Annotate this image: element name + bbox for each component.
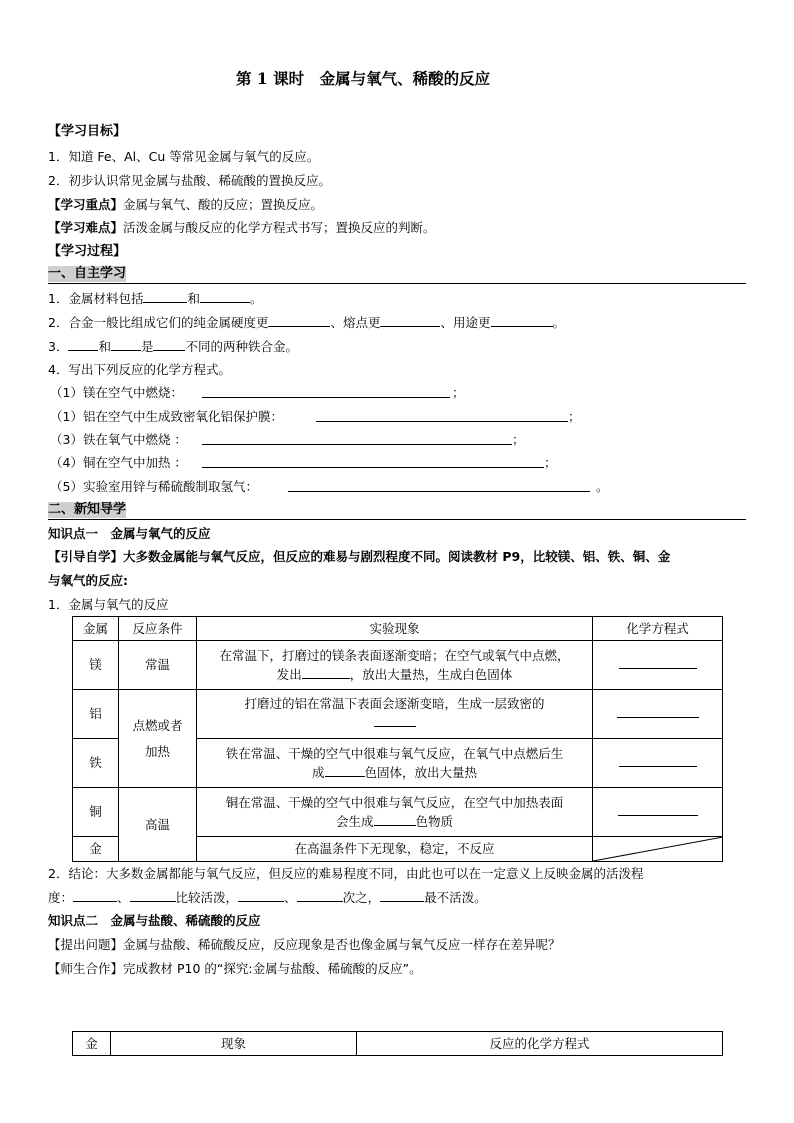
q3-blank-1 bbox=[68, 339, 98, 351]
obs-cu-line-1: 铜在常温、干燥的空气中很难与氧气反应，在空气中加热表面 bbox=[225, 794, 564, 810]
question-3 bbox=[48, 339, 298, 354]
key-points-text: 金属与氧气、酸的反应；置换反应。 bbox=[123, 197, 324, 212]
eq-5-end: 。 bbox=[596, 479, 609, 494]
question-4: 4．写出下列反应的化学方程式。 bbox=[48, 362, 231, 377]
diagonal-slash bbox=[593, 837, 723, 861]
kp1-guide-line-1 bbox=[48, 549, 670, 564]
key-points-label: 【学习重点】 bbox=[48, 197, 124, 212]
kp2-cooperation-text: 完成教材 P10 的“探究:金属与盐酸、稀硫酸的反应”。 bbox=[123, 961, 422, 976]
kp2-question-label: 【提出问题】 bbox=[48, 937, 124, 952]
conclusion-text-b: 、 bbox=[117, 890, 130, 905]
conclusion-line-1: 2．结论：大多数金属都能与氧气反应，但反应的难易程度不同，由此也可以在一定意义上反映金属的活泼程 bbox=[48, 866, 644, 881]
q1-blank-1 bbox=[143, 291, 187, 303]
key-points bbox=[48, 197, 323, 212]
obs-fe-text-b: 色固体，放出大量热 bbox=[364, 765, 478, 780]
metal-oxygen-table bbox=[72, 616, 723, 862]
conclusion-blank-4 bbox=[297, 890, 343, 902]
metal-acid-header-row bbox=[73, 1032, 723, 1056]
observation-cu bbox=[197, 788, 593, 837]
process-heading: 【学习过程】 bbox=[48, 244, 127, 259]
table-header-row bbox=[73, 617, 723, 641]
header-equation: 化学方程式 bbox=[593, 617, 723, 641]
eq-4-label: （4）铜在空气中加热 ： bbox=[50, 455, 187, 470]
equation-fe bbox=[593, 739, 723, 788]
obs-cu-text-a: 会生成 bbox=[335, 814, 374, 829]
obs-mg-text-a: 发出 bbox=[276, 667, 302, 682]
eq-2-end: ； bbox=[568, 409, 581, 424]
obs-mg-text-b: ，放出大量热，生成白色固体 bbox=[349, 667, 513, 682]
eq-5-answer-line bbox=[288, 491, 590, 492]
conclusion-text-d: 、 bbox=[284, 890, 297, 905]
observation-fe bbox=[197, 739, 593, 788]
obs-fe-blank bbox=[325, 764, 365, 777]
metal-au: 金 bbox=[73, 837, 119, 862]
kp1-guide-line-2: 与氧气的反应: bbox=[48, 573, 128, 588]
goals-heading: 【学习目标】 bbox=[48, 124, 127, 139]
header-metal: 金属 bbox=[73, 617, 119, 641]
eq-4-answer-line bbox=[202, 467, 544, 468]
q3-blank-3 bbox=[153, 339, 185, 351]
conclusion-line-2 bbox=[48, 890, 487, 905]
obs-mg-blank bbox=[302, 666, 350, 679]
q3-blank-2 bbox=[111, 339, 141, 351]
acid-header-equation: 反应的化学方程式 bbox=[357, 1032, 723, 1056]
eq-3-label: （3）铁在氧气中燃烧 ： bbox=[50, 432, 187, 447]
q3-text-a: 3． bbox=[48, 339, 69, 354]
kp2-cooperation bbox=[48, 961, 422, 976]
goal-item-1: 1．知道 Fe、Al、Cu 等常见金属与氧气的反应。 bbox=[48, 149, 320, 164]
eq-1-end: ； bbox=[452, 385, 465, 400]
equation-al bbox=[593, 690, 723, 739]
obs-al-line-2 bbox=[203, 713, 586, 732]
question-1 bbox=[48, 291, 263, 306]
condition-al-fe-line-2: 加热 bbox=[144, 743, 170, 759]
header-observation: 实验现象 bbox=[197, 617, 593, 641]
obs-cu-text-b: 色物质 bbox=[415, 814, 454, 829]
q2-text-d: 。 bbox=[552, 315, 566, 330]
q3-text-c: 是 bbox=[140, 339, 154, 354]
kp2-cooperation-label: 【师生合作】 bbox=[48, 961, 124, 976]
q3-text-d: 不同的两种铁合金。 bbox=[185, 339, 298, 354]
kp1-heading: 知识点一 金属与氧气的反应 bbox=[48, 526, 211, 541]
equation-au-crossed bbox=[593, 837, 723, 862]
section2-divider bbox=[48, 519, 746, 520]
section2-heading: 二、新知导学 bbox=[48, 502, 127, 517]
table-row-mg bbox=[73, 641, 723, 690]
q1-text-a: 1．金属材料包括 bbox=[48, 291, 144, 306]
table-row-al bbox=[73, 690, 723, 739]
obs-al-blank bbox=[374, 714, 416, 727]
section1-divider bbox=[48, 283, 746, 284]
q1-blank-2 bbox=[200, 291, 250, 303]
difficulty-label: 【学习难点】 bbox=[48, 220, 124, 235]
eq-3-end: ； bbox=[512, 432, 525, 447]
difficulty bbox=[48, 220, 436, 235]
observation-al bbox=[197, 690, 593, 739]
obs-mg-line-2 bbox=[203, 665, 586, 684]
metal-al: 铝 bbox=[73, 690, 119, 739]
metal-fe: 铁 bbox=[73, 739, 119, 788]
equation-mg bbox=[593, 641, 723, 690]
condition-mg: 常温 bbox=[119, 641, 197, 690]
eq-2-label: （1）铝在空气中生成致密氧化铝保护膜： bbox=[50, 409, 283, 424]
equation-al-line bbox=[617, 717, 699, 718]
metal-cu: 铜 bbox=[73, 788, 119, 837]
equation-fe-line bbox=[619, 766, 697, 767]
obs-fe-line-2 bbox=[203, 763, 586, 782]
conclusion-text-f: 最不活泼。 bbox=[424, 890, 487, 905]
eq-1-answer-line bbox=[202, 397, 450, 398]
acid-header-metal: 金 bbox=[73, 1032, 111, 1056]
kp1-guide-label: 【引导自学】 bbox=[48, 549, 124, 564]
metal-acid-table bbox=[72, 1031, 723, 1056]
header-condition: 反应条件 bbox=[119, 617, 197, 641]
kp2-question bbox=[48, 937, 561, 952]
conclusion-text-e: 次之， bbox=[342, 890, 381, 905]
obs-mg-line-1: 在常温下，打磨过的镁条表面逐渐变暗；在空气或氧气中点燃， bbox=[219, 647, 570, 663]
q2-text-a: 2．合金一般比组成它们的纯金属硬度更 bbox=[48, 315, 269, 330]
page-title: 第 1 课时 金属与氧气、稀酸的反应 bbox=[236, 69, 491, 88]
conclusion-blank-5 bbox=[380, 890, 424, 902]
obs-al-line-1: 打磨过的铝在常温下表面会逐渐变暗，生成一层致密的 bbox=[244, 696, 545, 711]
conclusion-text-a: 度： bbox=[48, 890, 74, 905]
condition-al-fe-line-1: 点燃或者 bbox=[132, 718, 183, 734]
table-row-cu bbox=[73, 788, 723, 837]
condition-cu-au: 高温 bbox=[119, 788, 197, 862]
eq-3-answer-line bbox=[202, 444, 512, 445]
q2-blank-3 bbox=[491, 315, 553, 327]
obs-cu-line-2 bbox=[203, 812, 586, 831]
equation-mg-line bbox=[619, 668, 697, 669]
equation-cu bbox=[593, 788, 723, 837]
kp1-guide-text-1: 大多数金属能与氧气反应，但反应的难易与剧烈程度不同。阅读教材 P9，比较镁、铝、铁、铜、金 bbox=[123, 549, 671, 564]
kp2-heading: 知识点二 金属与盐酸、稀硫酸的反应 bbox=[48, 913, 261, 928]
q2-text-c: 、用途更 bbox=[440, 315, 491, 330]
observation-mg bbox=[197, 641, 593, 690]
conclusion-blank-3 bbox=[238, 890, 284, 902]
q3-text-b: 和 bbox=[98, 339, 111, 354]
question-2 bbox=[48, 315, 565, 330]
section1-heading: 一、自主学习 bbox=[48, 266, 127, 281]
q1-text-c: 。 bbox=[249, 291, 263, 306]
table-caption: 1．金属与氧气的反应 bbox=[48, 597, 169, 612]
eq-1-label: （1）镁在空气中燃烧： bbox=[50, 385, 183, 400]
eq-5-label: （5）实验室用锌与稀硫酸制取氢气： bbox=[50, 479, 258, 494]
obs-fe-line-1: 铁在常温、干燥的空气中很难与氧气反应，在氧气中点燃后生 bbox=[225, 745, 564, 761]
obs-cu-blank bbox=[374, 813, 416, 826]
metal-mg: 镁 bbox=[73, 641, 119, 690]
goal-item-2: 2．初步认识常见金属与盐酸、稀硫酸的置换反应。 bbox=[48, 173, 331, 188]
observation-au: 在高温条件下无现象，稳定，不反应 bbox=[197, 837, 593, 862]
eq-4-end: ； bbox=[544, 455, 557, 470]
q2-blank-1 bbox=[268, 315, 330, 327]
acid-header-phenomenon: 现象 bbox=[111, 1032, 357, 1056]
q2-blank-2 bbox=[380, 315, 440, 327]
conclusion-blank-1 bbox=[73, 890, 117, 902]
difficulty-text: 活泼金属与酸反应的化学方程式书写；置换反应的判断。 bbox=[123, 220, 436, 235]
obs-fe-text-a: 成 bbox=[311, 765, 325, 780]
condition-al-fe bbox=[119, 690, 197, 788]
q1-text-b: 和 bbox=[187, 291, 200, 306]
eq-2-answer-line bbox=[316, 421, 568, 422]
equation-cu-line bbox=[618, 815, 698, 816]
q2-text-b: 、熔点更 bbox=[330, 315, 381, 330]
kp2-question-text: 金属与盐酸、稀硫酸反应，反应现象是否也像金属与氧气反应一样存在差异呢？ bbox=[123, 937, 561, 952]
conclusion-text-c: 比较活泼， bbox=[175, 890, 239, 905]
conclusion-blank-2 bbox=[130, 890, 176, 902]
